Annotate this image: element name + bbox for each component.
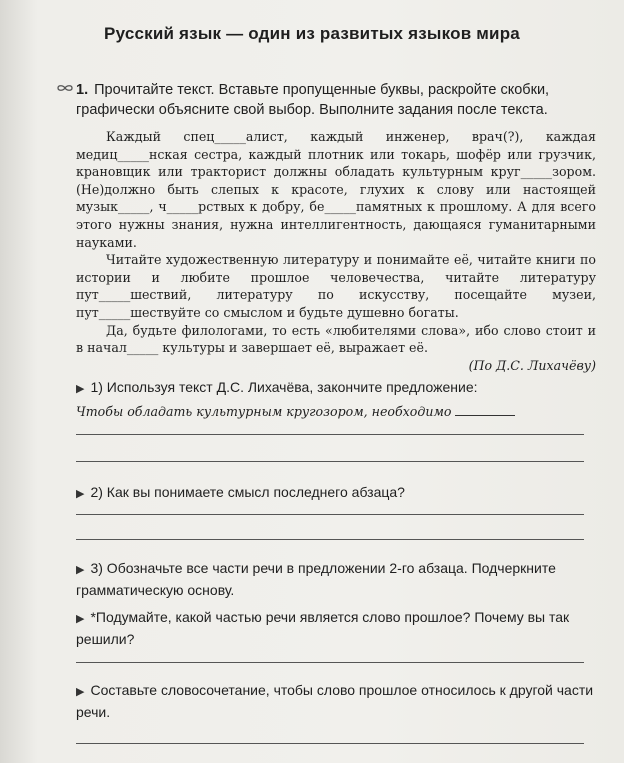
page-title: Русский язык — один из развитых языков мира: [104, 24, 520, 43]
triangle-bullet-icon: ▶: [76, 488, 85, 500]
answer-line[interactable]: [76, 743, 584, 744]
triangle-bullet-icon: ▶: [76, 613, 85, 625]
task-1: [76, 80, 594, 120]
task-instruction: Прочитайте текст. Вставьте пропущенные буквы, раскройте скобки, графически объясните свой выбор. Выполните задания после текста.: [76, 82, 550, 118]
paragraph-3: Да, будьте филологами, то есть «любителями слова», ибо слово стоит и в начал_____ культуры и завершает её, выражает её.: [76, 322, 596, 356]
task-number: 1.: [76, 82, 89, 98]
triangle-bullet-icon: ▶: [76, 383, 85, 395]
answer-line[interactable]: [76, 539, 584, 540]
question-4: ▶ *Подумайте, какой частью речи является слово прошлое? Почему вы так решили?: [76, 609, 570, 647]
answer-line[interactable]: [76, 434, 584, 435]
question-3: ▶ 3) Обозначьте все части речи в предложении 2-го абзаца. Подчеркните грамматическую основу.: [76, 560, 556, 598]
triangle-bullet-icon: ▶: [76, 564, 85, 576]
question-5: ▶ Составьте словосочетание, чтобы слово прошлое относилось к другой части речи.: [76, 682, 594, 720]
answer-line[interactable]: [76, 461, 584, 462]
question-1: ▶ 1) Используя текст Д.С. Лихачёва, закончите предложение:: [76, 379, 478, 395]
paragraph-2: Читайте художественную литературу и понимайте её, читайте книги по истории и любите прошлое человечества, читайте литературу пут_____шествий, литературу по искусству, посещайте музеи, пут_____шествуйте со смыслом и будьте душевно богаты.: [76, 252, 596, 320]
question-2: ▶ 2) Как вы понимаете смысл последнего абзаца?: [76, 484, 405, 500]
answer-line[interactable]: [76, 514, 584, 515]
text-source: (По Д.С. Лихачёву): [468, 357, 596, 373]
paragraph-1: Каждый спец_____алист, каждый инженер, врач(?), каждая медиц_____нская сестра, каждый плотник или токарь, шофёр или грузчик, крановщик или тракторист должны обладать культурным круг_____зором. (Не)должно быть слепых к красоте, глухих к слову или настоящей музык_____, ч_____рствых к добру, бе_____памятных к прошлому. А для всего этого нужны знания, нужна интеллигентность, дающаяся гуманитарными науками.: [76, 129, 596, 250]
loop-icon: [56, 82, 74, 97]
question-1-prompt: Чтобы обладать культурным кругозором, необходимо: [76, 401, 594, 422]
answer-gap[interactable]: [455, 415, 515, 416]
answer-line[interactable]: [76, 662, 584, 663]
reading-text: [76, 128, 596, 374]
triangle-bullet-icon: ▶: [76, 686, 85, 698]
